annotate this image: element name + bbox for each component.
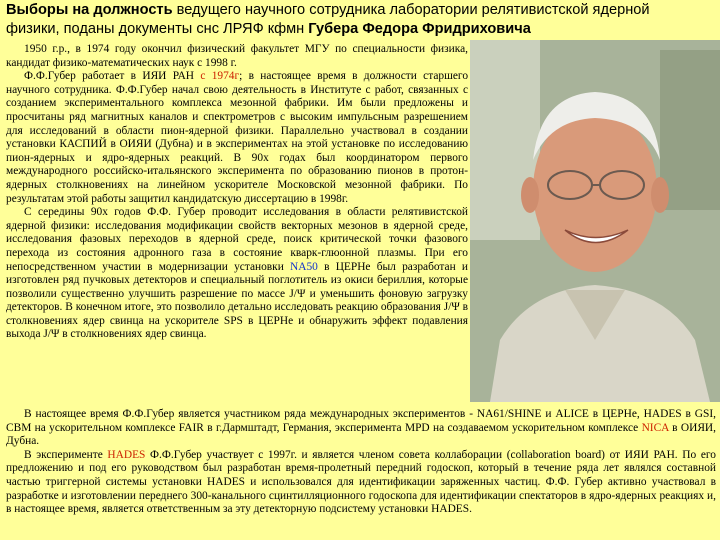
bio-paragraph-2: Ф.Ф.Губер работает в ИЯИ РАН с 1974г; в настоящее время в должности старшего научного сотрудника. Ф.Ф.Губер начал свою деятельность в Институте с работ, связанных с созданием экспериментального комплекса мезонной фабрики. Им были предложены и просчитаны ряд магнитных каналов и спектрометров с высоким импульсным разрешением для исследований в области пион-ядерной физики. Параллельно участвовал в создании установки КАСПИЙ в ОИЯИ (Дубна) и в экспериментах на этой установке по исследованию пион-ядерных и ядро-ядерных реакций. В 90х годах был координатором первого международного российско-итальянского эксперимента по образованию пионов в протон-ядерных столкновениях на линейном ускорителе Московской мезонной фабрики. По результатам этой работы защитил кандидатскую диссертацию в 1998г. [6, 70, 469, 205]
title-bold-lead: Выборы на должность [6, 2, 173, 18]
biography-column [6, 43, 468, 342]
bio-paragraph-3: С середины 90х годов Ф.Ф. Губер проводит исследования в области релятивистской ядерной физики: исследования модификации свойств векторных мезонов в ядерной среде, исследования фазовых переходов в ядерной среде, поиск критической точки фазового перехода из состояния адронного газа в состояние кварк-глюонной плазмы. При его непосредственном участии в модернизации установки NA50 в ЦЕРНе был разработан и изготовлен ряд пучковых детекторов и специальный поглотитель из окиси бериллия, которые позволили существенно улучшить разрешение по массе J/Ψ и уменьшить фоновую загрузку детекторов. В конечном итоге, это позволило детально исследовать реакцию образования J/Ψ в столкновениях ядер свинца на ускорителе SPS в ЦЕРНе и обнаружить эффект подавления выхода J/Ψ в столкновениях ядер свинца. [6, 206, 468, 341]
title-line1-rest: ведущего научного сотрудника лаборатории релятивистской ядерной [172, 2, 650, 18]
bio-paragraph-4: В настоящее время Ф.Ф.Губер является участником ряда международных экспериментов - NA61/SHINE и ALICE в ЦЕРНе, HADES в GSI, CBM на ускорительном комплексе FAIR в г.Дармштадт, Германия, эксперимента MPD на создаваемом ускорительном комплексе NICA в ОИЯИ, Дубна. [6, 408, 716, 448]
nica-highlight: NICA [641, 421, 669, 434]
start-year-highlight: с 1974г [200, 70, 240, 83]
hades-highlight: HADES [107, 448, 146, 461]
candidate-name: Губера Федора Фридриховича [308, 21, 531, 37]
na50-highlight: NA50 [290, 260, 318, 273]
bio-paragraph-5: В эксперименте HADES Ф.Ф.Губер участвует с 1997г. и является членом совета коллаборации (collaboration board) от ИЯИ РАН. По его предложению и под его руководством был разработан время-пролетный передний годоскоп, который в течение ряда лет являлся составной частью триггерной системы установки HADES и использовался для идентификации заряженных частиц. Ф.Ф. Губер активно участвовал в разработке и изготовлении переднего 300-канального сцинтилляционного годоскопа для идентификации спектаторов в ядро-ядерных реакциях и, в настоящее время, является ответственным за эту детекторную подсистему установки HADES. [6, 448, 717, 516]
current-work-section [6, 408, 716, 517]
portrait-illustration [470, 40, 720, 402]
portrait-photo [470, 40, 720, 402]
title-line2-start: физики, поданы документы снс ЛРЯФ кфмн [6, 21, 309, 37]
slide-title [6, 1, 718, 39]
bio-paragraph-1: 1950 г.р., в 1974 году окончил физический факультет МГУ по специальности физика, кандидат физико-математических наук с 1998 г. [6, 43, 468, 69]
